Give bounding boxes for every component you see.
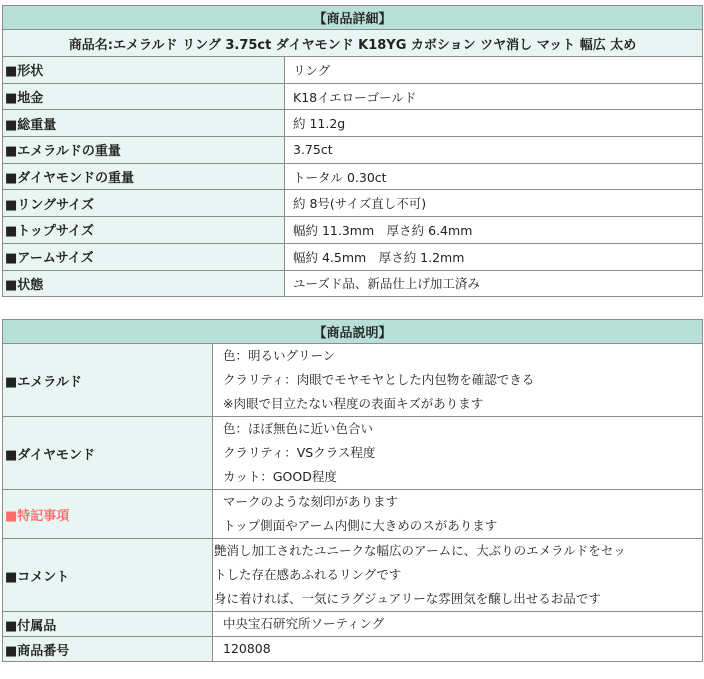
description-header: 【商品説明】 [3, 320, 703, 344]
row-value: トータル 0.30ct [285, 163, 703, 190]
value-line: 中央宝石研究所ソーティング [223, 616, 385, 631]
value-line: 色：明るいグリーン [223, 348, 336, 363]
value-line: マークのような刻印があります [223, 494, 399, 509]
table-row [3, 137, 703, 164]
table-row [3, 490, 703, 539]
row-value: 幅約 4.5mm 厚さ約 1.2mm [285, 243, 703, 270]
row-value [213, 612, 703, 637]
value-line: クラリティ：VSクラス程度 [223, 445, 376, 460]
table-row [3, 217, 703, 244]
row-value: 約 8号(サイズ直し不可) [285, 190, 703, 217]
row-value [213, 490, 703, 539]
row-label: ■リングサイズ [3, 190, 285, 217]
table-row [3, 539, 703, 612]
row-label: ■地金 [3, 83, 285, 110]
detail-header: 【商品詳細】 [3, 6, 703, 30]
table-row [3, 637, 703, 662]
table-row [3, 110, 703, 137]
row-label: ■アームサイズ [3, 243, 285, 270]
row-label-special-notes: ■特記事項 [3, 490, 213, 539]
value-line: トップ側面やアーム内側に大きめのスがあります [223, 518, 498, 533]
row-value: ユーズド品、新品仕上げ加工済み [285, 270, 703, 297]
table-row [3, 417, 703, 490]
row-label: ■ダイヤモンドの重量 [3, 163, 285, 190]
row-label: ■コメント [3, 539, 213, 612]
row-value: 幅約 11.3mm 厚さ約 6.4mm [285, 217, 703, 244]
table-row [3, 163, 703, 190]
value-line: 艶消し加工されたユニークな幅広のアームに、大ぶりのエメラルドをセッ [214, 543, 626, 558]
table-row [3, 270, 703, 297]
table-row [3, 83, 703, 110]
value-line: 120808 [223, 641, 271, 656]
row-value [213, 637, 703, 662]
value-line: クラリティ：肉眼でモヤモヤとした内包物を確認できる [223, 372, 535, 387]
row-label: ■トップサイズ [3, 217, 285, 244]
product-description-table [2, 319, 703, 662]
row-label: ■状態 [3, 270, 285, 297]
row-value: 3.75ct [285, 137, 703, 164]
value-line: 色：ほぼ無色に近い色合い [223, 421, 374, 436]
row-value [213, 417, 703, 490]
row-label: ■ダイヤモンド [3, 417, 213, 490]
row-value [213, 344, 703, 417]
table-row [3, 612, 703, 637]
row-value: K18イエローゴールド [285, 83, 703, 110]
row-value: 約 11.2g [285, 110, 703, 137]
value-line: ※肉眼で目立たない程度の表面キズがあります [223, 396, 484, 411]
table-row [3, 344, 703, 417]
row-label: ■商品番号 [3, 637, 213, 662]
table-row [3, 243, 703, 270]
row-label: ■エメラルドの重量 [3, 137, 285, 164]
row-label: ■エメラルド [3, 344, 213, 417]
table-row [3, 190, 703, 217]
row-label: ■付属品 [3, 612, 213, 637]
product-title: 商品名:エメラルド リング 3.75ct ダイヤモンド K18YG カボション ツヤ消し マット 幅広 太め [3, 30, 703, 57]
row-value: リング [285, 57, 703, 84]
table-row [3, 57, 703, 84]
value-line: 身に着ければ、一気にラグジュアリーな雰囲気を醸し出せるお品です [214, 591, 601, 606]
row-value [213, 539, 703, 612]
row-label: ■形状 [3, 57, 285, 84]
value-line: トした存在感あふれるリングです [214, 567, 402, 582]
value-line: カット：GOOD程度 [223, 469, 337, 484]
product-detail-table [2, 5, 703, 297]
row-label: ■総重量 [3, 110, 285, 137]
